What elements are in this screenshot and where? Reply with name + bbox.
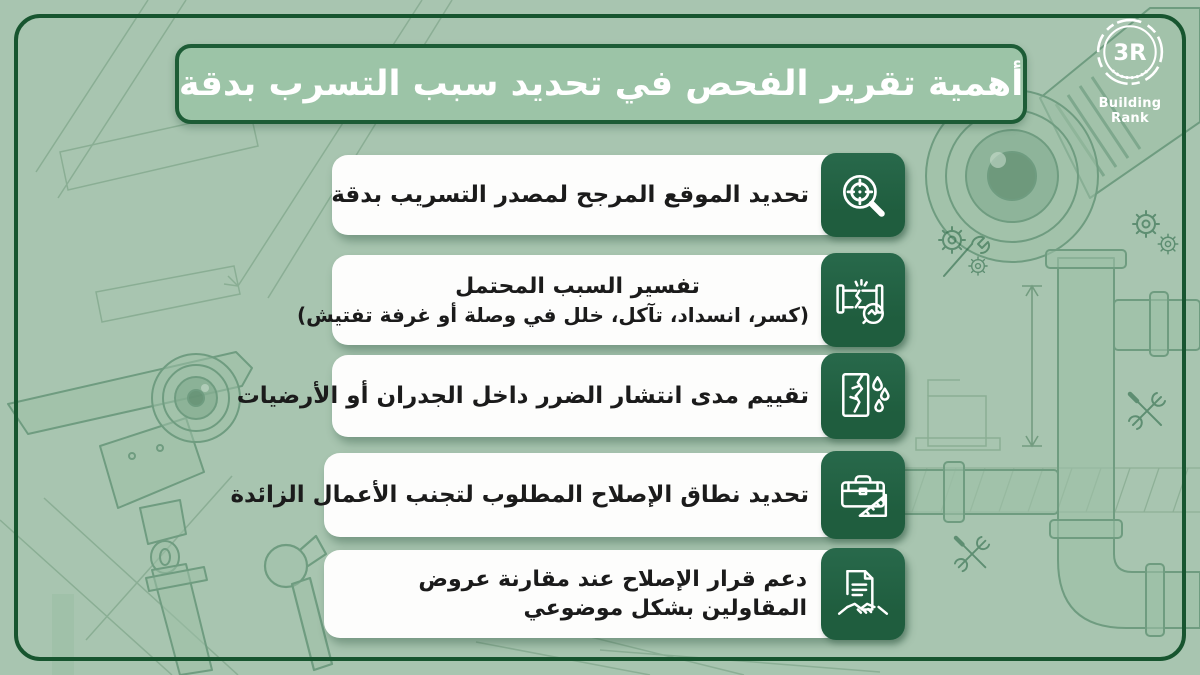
wrench-art — [265, 536, 332, 670]
toolbox-ruler-icon — [821, 451, 905, 539]
benefit-card-1 — [332, 155, 905, 235]
benefit-text-line: تقييم مدى انتشار الضرر داخل الجدران أو الأرضيات — [236, 383, 809, 409]
benefit-card-4-text — [230, 453, 809, 537]
logo-name: Building Rank — [1098, 96, 1162, 126]
benefit-text-line: تحديد نطاق الإصلاح المطلوب لتجنب الأعمال الزائدة — [230, 482, 809, 508]
cracked-wall-water-drops-icon — [821, 353, 905, 439]
benefit-card-5-text — [338, 550, 807, 638]
benefit-card-3-text — [236, 355, 809, 437]
benefit-text-line: المقاولين بشكل موضوعي — [523, 596, 807, 621]
benefit-card-5 — [324, 550, 905, 638]
logo-emblem — [1094, 18, 1166, 90]
benefit-text-line: دعم قرار الإصلاح عند مقارنة عروض — [418, 567, 807, 592]
benefit-text-line: تحديد الموقع المرجح لمصدر التسريب بدقة — [331, 182, 809, 208]
cctv-camera-art — [8, 352, 252, 675]
benefit-text-line: تفسير السبب المحتمل — [455, 273, 700, 299]
benefit-card-2 — [296, 255, 905, 345]
benefit-card-3 — [236, 355, 905, 437]
page-title: أهمية تقرير الفحص في تحديد سبب التسرب بدقة — [178, 64, 1024, 104]
pipes-art — [900, 250, 1200, 636]
benefit-card-1-text — [331, 155, 809, 235]
blueprint-fixture-art — [916, 380, 1000, 450]
benefit-card-4 — [230, 453, 905, 537]
header-banner — [175, 44, 1027, 124]
broken-pipe-icon — [821, 253, 905, 347]
document-handshake-icon — [821, 548, 905, 640]
benefit-text-line: (كسر، انسداد، تآكل، خلل في وصلة أو غرفة تفتيش) — [296, 302, 809, 327]
logo-monogram: 3R — [1113, 40, 1147, 67]
dimension-arrows-art — [1022, 286, 1042, 446]
benefit-card-2-text — [296, 255, 809, 345]
magnifier-target-icon — [821, 153, 905, 237]
logo — [1082, 18, 1178, 126]
